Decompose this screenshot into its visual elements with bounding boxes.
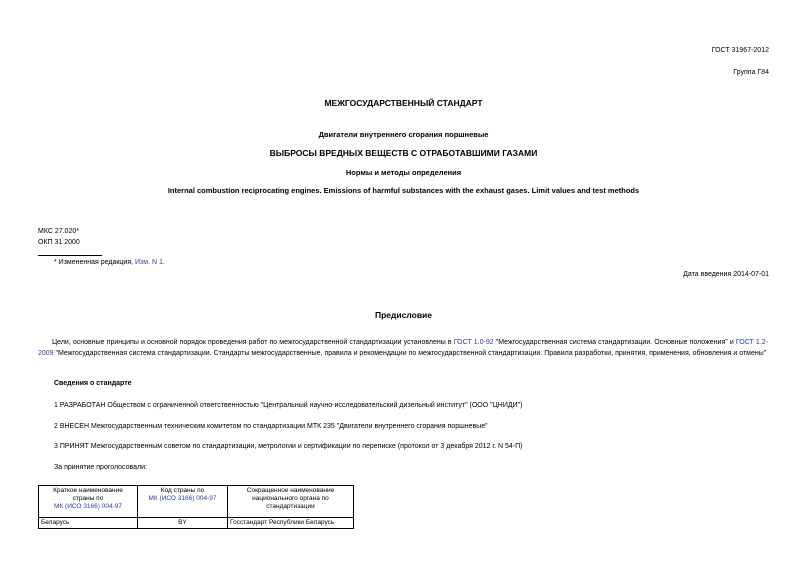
voting-table (38, 485, 354, 529)
title-line3: Нормы и методы определения (345, 168, 462, 177)
cell-body: Госстандарт Республики Беларусь (228, 518, 354, 529)
header-country (39, 486, 138, 518)
header-country-line1: Краткое наименование (53, 487, 123, 494)
standard-type: МЕЖГОСУДАРСТВЕННЫЙ СТАНДАРТ (324, 98, 483, 108)
cell-code: BY (138, 518, 228, 529)
header-country-link[interactable]: МК (ИСО 3166) 004-97 (54, 503, 122, 511)
group-code: Группа Г84 (733, 69, 769, 76)
header-body (228, 486, 354, 518)
foreword-paragraph (38, 338, 768, 359)
item-3: 3 ПРИНЯТ Межгосударственным советом по стандартизации, метрологии и сертификации по переписке (протокол от 3 декабря 2012 г. N 54-П) (54, 443, 523, 450)
footnote-text: * Измененная редакция, (54, 259, 134, 266)
header-code (138, 486, 228, 518)
header-code-line1: Код страны по (160, 487, 205, 494)
voted-label: За принятие проголосовали: (54, 464, 147, 471)
cell-country: Беларусь (39, 518, 138, 529)
item-2: 2 ВНЕСЕН Межгосударственным техническим комитетом по стандартизации МТК 235 "Двигатели внутреннего сгорания поршневые" (54, 423, 488, 430)
table-row (39, 518, 354, 529)
header-body-text: Сокращенное наименование национального органа по стандартизации (246, 487, 335, 511)
p1-start: Цели, основные принципы и основной порядок проведения работ по межгосударственной стандартизации установлены в (52, 339, 452, 346)
okp-code: ОКП 31 2000 (38, 239, 80, 246)
mks-code: МКС 27.020* (38, 228, 79, 235)
footnote-rule (38, 255, 102, 256)
gost-1-2-link[interactable]: ГОСТ 1.2-2009 (38, 339, 768, 357)
title-line1: Двигатели внутреннего сгорания поршневые (318, 130, 489, 139)
title-line2: ВЫБРОСЫ ВРЕДНЫХ ВЕЩЕСТВ С ОТРАБОТАВШИМИ ГАЗАМИ (269, 148, 538, 158)
foreword-heading: Предисловие (374, 310, 433, 320)
amendment-link[interactable]: Изм. N 1 (135, 259, 163, 266)
p1-mid: "Межгосударственная система стандартизации. Основные положения" и (495, 339, 734, 346)
header-code-link[interactable]: МК (ИСО 3166) 004-97 (148, 495, 217, 503)
header-country-line2: страны по (72, 495, 104, 503)
english-title: Internal combustion reciprocating engines. Emissions of harmful substances with the exhaust gases. Limit values and test methods (167, 186, 640, 195)
gost-1-0-link[interactable]: ГОСТ 1.0-92 (453, 339, 494, 346)
table-header-row (39, 486, 354, 518)
p1-end: "Межгосударственная система стандартизации. Стандарты межгосударственные, правила и рекомендации по межгосударственной стандартизации. Правила разработки, принятия, применения, обновления и отмены" (55, 349, 767, 357)
info-heading: Сведения о стандарте (54, 380, 132, 387)
footnote-end: . (162, 259, 165, 266)
item-1: 1 РАЗРАБОТАН Обществом с ограниченной ответственностью "Центральный научно-исследовательский дизельный институт" (ООО "ЦНИДИ") (54, 402, 523, 409)
intro-date: Дата введения 2014-07-01 (683, 271, 769, 278)
gost-number: ГОСТ 31967-2012 (711, 47, 769, 54)
footnote (54, 259, 165, 266)
